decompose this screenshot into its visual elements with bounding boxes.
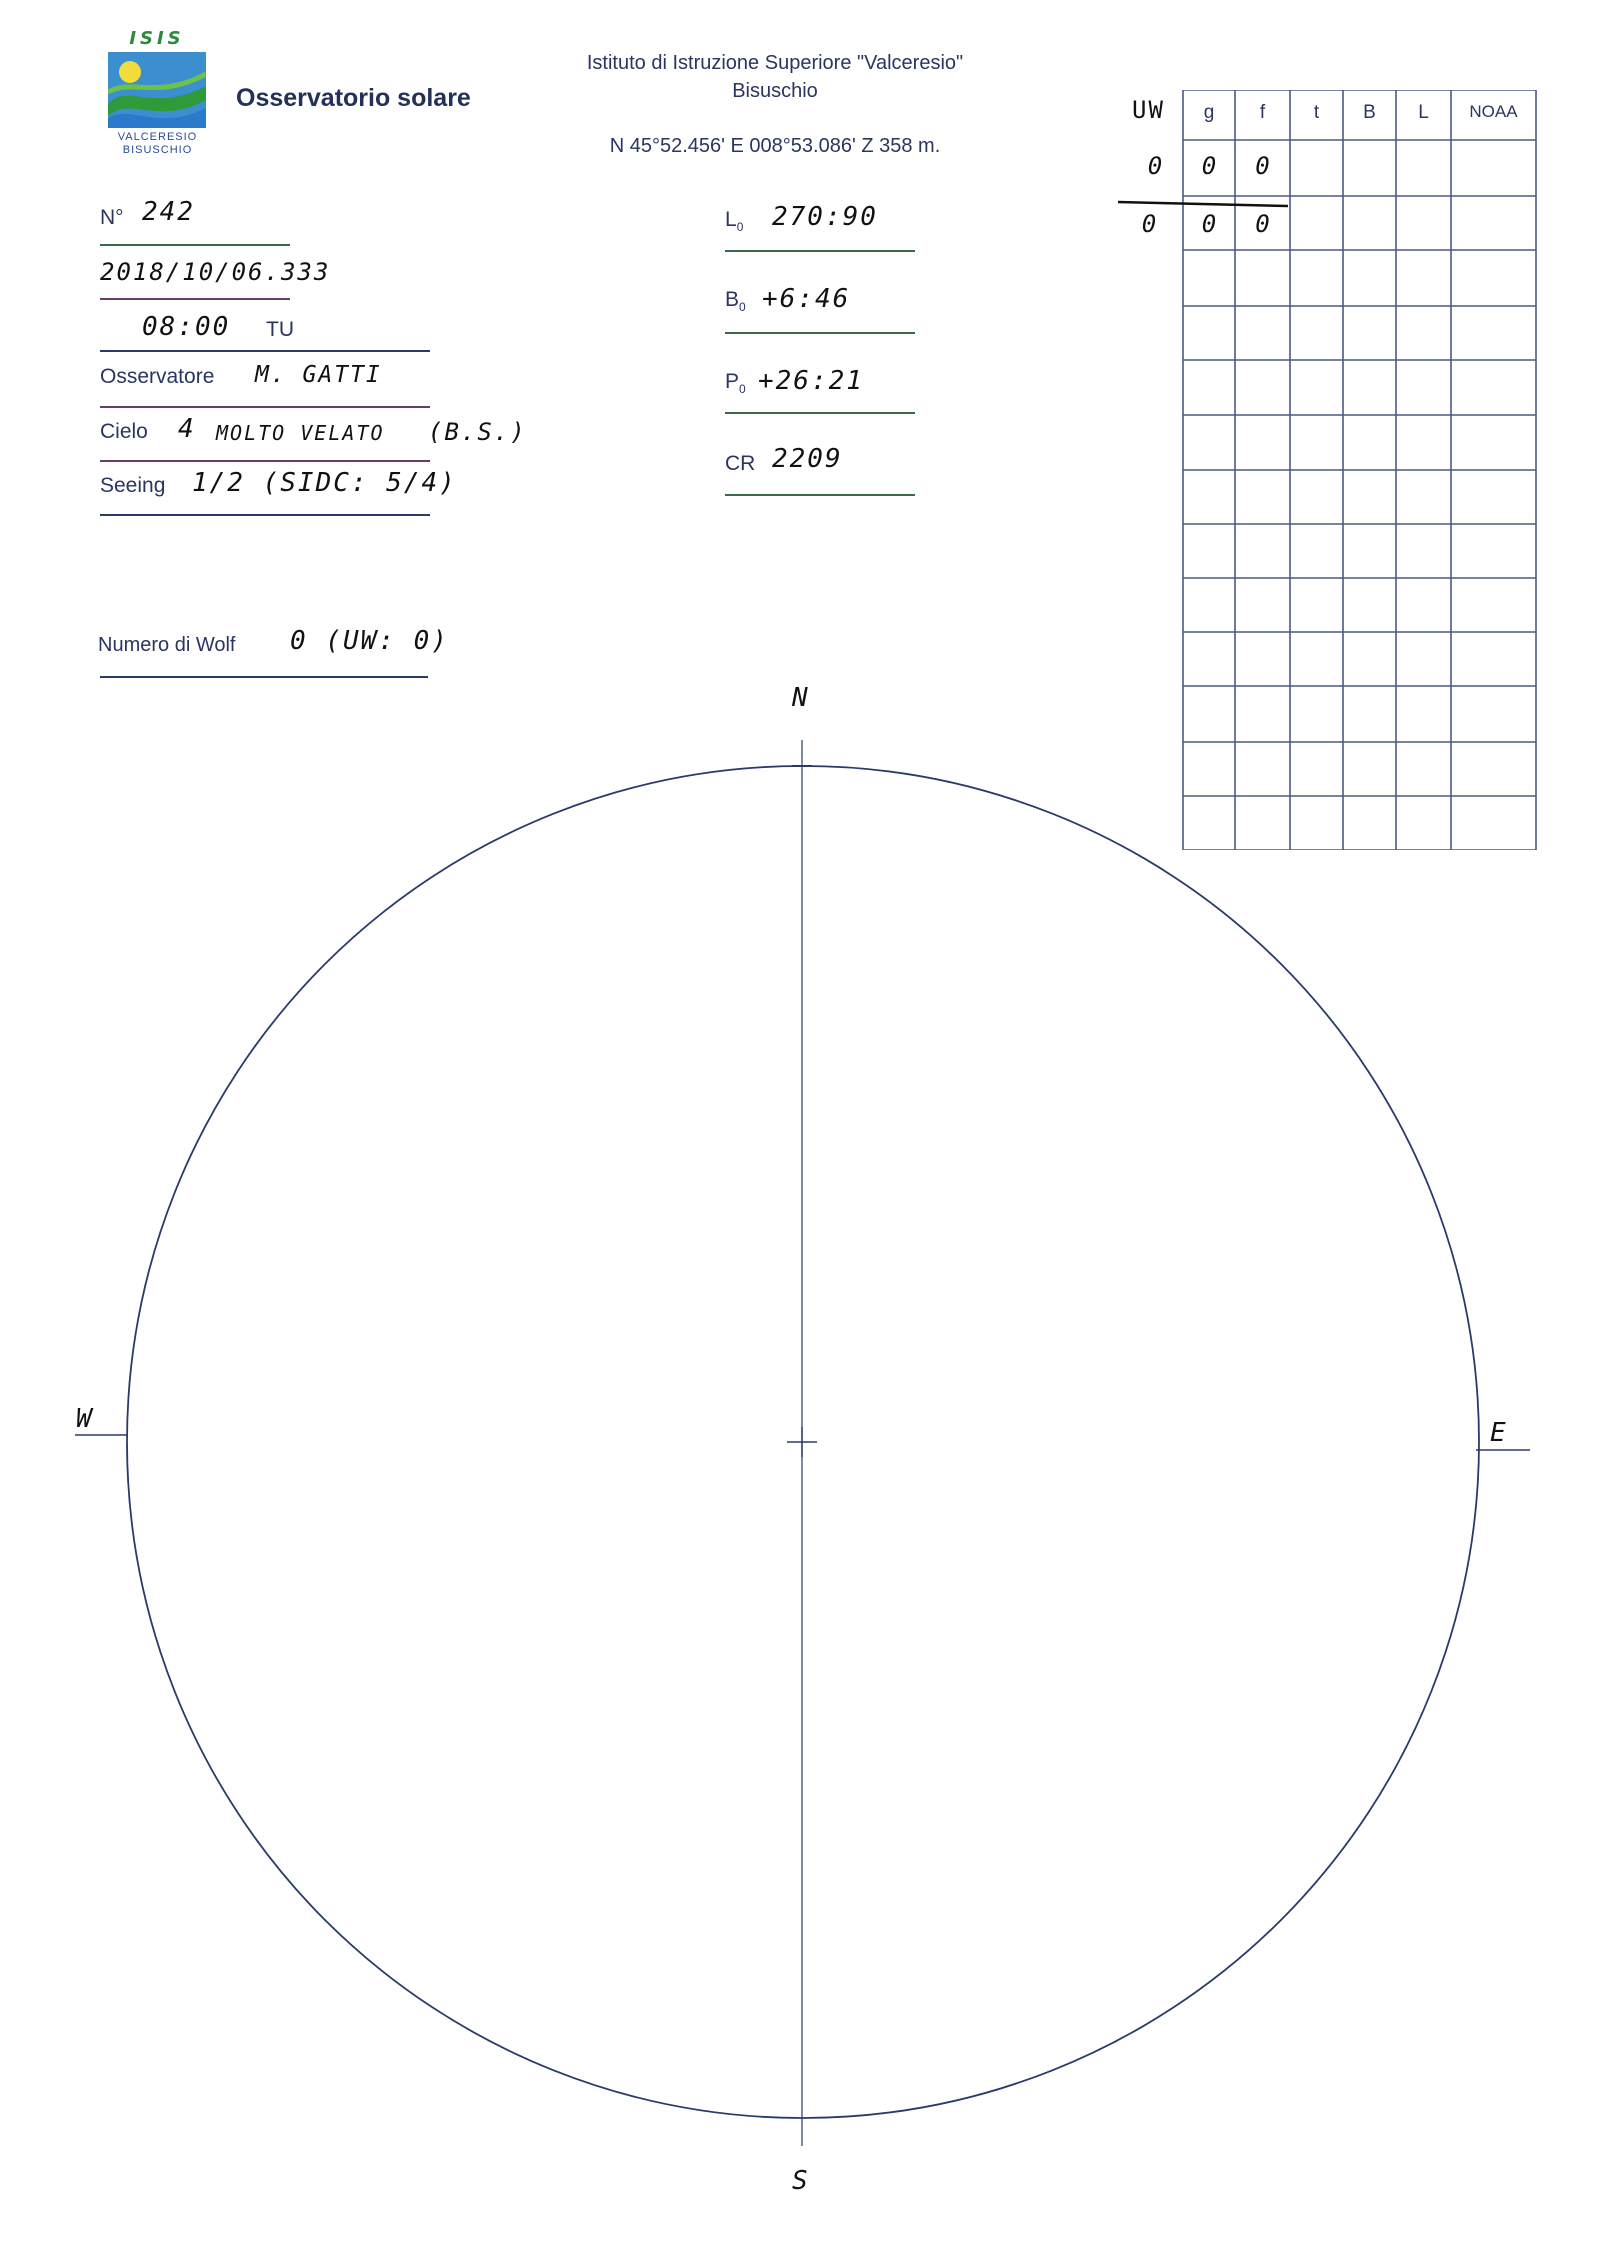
north-label: N (792, 683, 808, 713)
institute-name: Istituto di Istruzione Superiore "Valceresio" (586, 52, 964, 74)
sky-value: 4 (178, 414, 196, 444)
institute-town: Bisuschio (732, 80, 818, 102)
observatory-title: Osservatorio solare (236, 84, 471, 112)
number-label: N° (100, 206, 124, 229)
logo-caption: BISUSCHIO (122, 144, 193, 156)
observatory-coordinates: N 45°52.456' E 008°53.086' Z 358 m. (609, 135, 941, 157)
wolf-label: Numero di Wolf (98, 634, 236, 656)
l0-value: 270:90 (772, 202, 878, 232)
carrington-rotation: 2209 (772, 444, 843, 474)
row1-uw: 0 (1147, 152, 1163, 180)
row1-f: 0 (1255, 152, 1270, 180)
logo-caption: VALCERESIO (117, 131, 198, 143)
row1-g: 0 (1201, 152, 1217, 180)
col-header-noaa: NOAA (1469, 102, 1518, 121)
col-header-f: f (1259, 102, 1266, 123)
col-header-b: B (1363, 102, 1376, 123)
observation-date: 2018/10/06.333 (100, 258, 331, 286)
time-unit: TU (266, 318, 294, 341)
col-header-t: t (1313, 102, 1320, 123)
observation-time: 08:00 (142, 312, 231, 342)
observer-name: M. GATTI (255, 362, 382, 388)
p0-value: +26:21 (758, 366, 864, 396)
b0-label: $B_0$ (725, 288, 746, 315)
seeing-value: 1/2 (SIDC: 5/4) (192, 468, 457, 498)
l0-label: $L_0$ (725, 208, 744, 235)
logo-text: ISIS (129, 28, 185, 49)
seeing-label: Seeing (100, 474, 166, 497)
observer-label: Osservatore (100, 365, 215, 388)
west-label: W (76, 1404, 92, 1434)
cr-label: CR (725, 452, 756, 475)
east-label: E (1490, 1418, 1506, 1448)
observation-number: 242 (142, 197, 195, 227)
row2-g: 0 (1201, 210, 1217, 238)
sky-description: MOLTO VELATO (216, 421, 385, 445)
row2-f: 0 (1255, 210, 1270, 238)
p0-label: $P_0$ (725, 370, 746, 397)
sky-label: Cielo (100, 420, 148, 443)
row2-uw: 0 (1141, 210, 1157, 238)
col-header-l: L (1418, 102, 1429, 123)
wolf-number: 0 (UW: 0) (290, 626, 449, 656)
south-label: S (792, 2166, 808, 2196)
uw-label: UW (1132, 96, 1165, 124)
col-header-g: g (1203, 102, 1215, 123)
sky-note: (B.S.) (428, 418, 527, 446)
b0-value: +6:46 (762, 284, 851, 314)
